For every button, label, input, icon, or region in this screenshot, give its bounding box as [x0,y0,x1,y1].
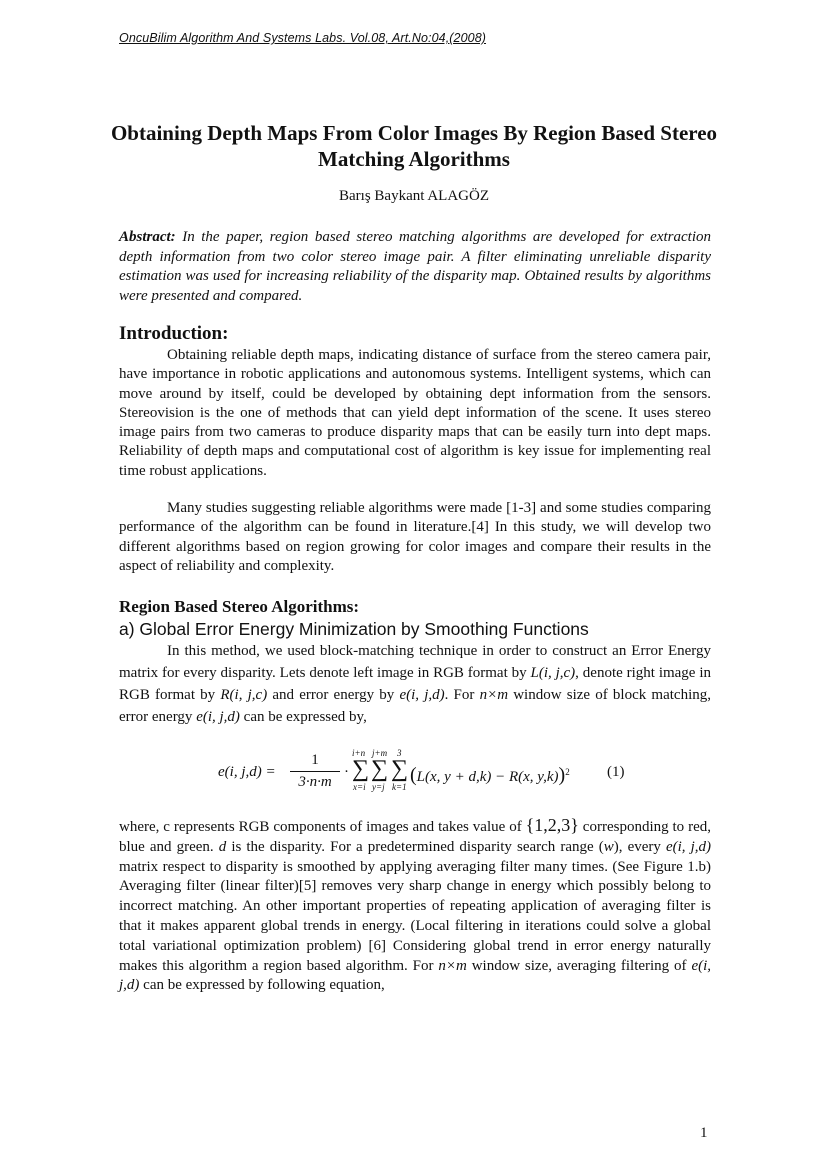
sum3-lower: k=1 [392,782,407,792]
math-disparity: d [218,838,227,855]
math-error-energy-3: e(i, j,d) [665,838,712,855]
equation-lhs: e(i, j,d) = [218,764,276,780]
section-heading: Region Based Stereo Algorithms: [119,597,360,616]
fraction-numerator: 1 [311,752,319,768]
sum2-symbol: ∑ [371,756,389,782]
sum3-symbol: ∑ [391,756,409,782]
math-error-energy-2: e(i, j,d) [196,709,240,725]
author-name: Barış Baykant ALAGÖZ [339,188,489,204]
equation-fraction [290,752,340,791]
equation-body: (L(x, y + d,k) − R(x, y,k))$^2$ [410,764,570,786]
equation-number: (1) [607,764,625,780]
equation-1 [215,748,715,802]
sum1-upper: i+n [352,748,366,758]
math-window-size-2: n×m [438,957,467,974]
paper-title: Obtaining Depth Maps From Color Images By Region Based Stereo Matching Algorithms [110,121,718,171]
math-window-size: n×m [479,687,509,703]
journal-header: OncuBilim Algorithm And Systems Labs. Vol.08, Art.No:04,(2008) [119,31,487,45]
sum1-symbol: ∑ [352,756,370,782]
math-error-energy-4: e(i, j,d) [119,957,712,994]
math-set: {1,2,3} [525,815,579,835]
math-left-image: L(i, j,c) [530,665,576,681]
subsection-heading: a) Global Error Energy Minimization by Smoothing Functions [119,619,589,639]
page-number: 1 [700,1125,708,1141]
math-right-image: R(i, j,c) [220,687,268,703]
method-paragraph-2: where, c represents RGB components of images and takes value of {1,2,3} corresponding to red, blue and green. d is the disparity. For a predetermined disparity search range (w), every e(i, j,d) matrix respect to disparity is smoothed by applying averaging filter many times. (See Figure 1.b) Averaging filter (linear filter)[5] removes very sharp change in energy which possibly belong to incorrect matching. An other important properties of repeating application of averaging filter is that it makes apparent global trends in energy. (Local filtering in iterations could solve a global total variational optimization problem) [6] Considering global trend in error energy naturally makes this algorithm a region based algorithm. For n×m window size, averaging filtering of e(i, j,d) can be expressed by following equation, [119,815,712,994]
math-search-range: w [603,838,614,855]
equation-dot: · [344,764,349,780]
sum2-lower: y=j [372,782,385,792]
fraction-denominator: 3·n·m [298,774,332,790]
sum1-lower: x=i [353,782,366,792]
abstract-label: Abstract: [119,229,176,245]
sum2-upper: j+m [372,748,388,758]
abstract [119,228,711,306]
abstract-text: In the paper, region based stereo matching algorithms are developed for extraction depth information from two color stereo image pair. A filter eliminating unreliable disparity estimation was used for increasing reliability of the disparity map. Obtained results by algorithms were presented and compared. [119,229,711,304]
introduction-paragraph-1: Obtaining reliable depth maps, indicating distance of surface from the stereo camera pair, have importance in robotic applications and autonomous systems. Intelligent systems, which can move around by itself, could be developed by obtaining dept information from the sensors. Stereovision is the one of methods that can yield dept information of the scene. It uses stereo image pairs from two cameras to produce disparity maps that can be easily turn into dept maps. Reliability of depth maps and computational cost of algorithm is key issue for implementing real time robust applications. [119,347,711,479]
fraction-bar [290,771,340,772]
sum3-upper: 3 [397,748,402,758]
math-error-energy: e(i, j,d) [399,687,445,703]
method-paragraph: In this method, we used block-matching technique in order to construct an Error Energy matrix for every disparity. Lets denote left image in RGB format by L(i, j,c), denote right image in RGB format by R(i, j,c) and error energy by e(i, j,d). For n×m window size of block matching, error energy e(i, j,d) can be expressed by, [119,643,711,725]
introduction-heading: Introduction: [119,323,229,344]
introduction-paragraph-2: Many studies suggesting reliable algorithms were made [1-3] and some studies comparing performance of the algorithm can be found in literature.[4] In this study, we will develop two different algorithms based on region growing for color images and compare their results in the aspect of reliability and complexity. [119,500,711,574]
